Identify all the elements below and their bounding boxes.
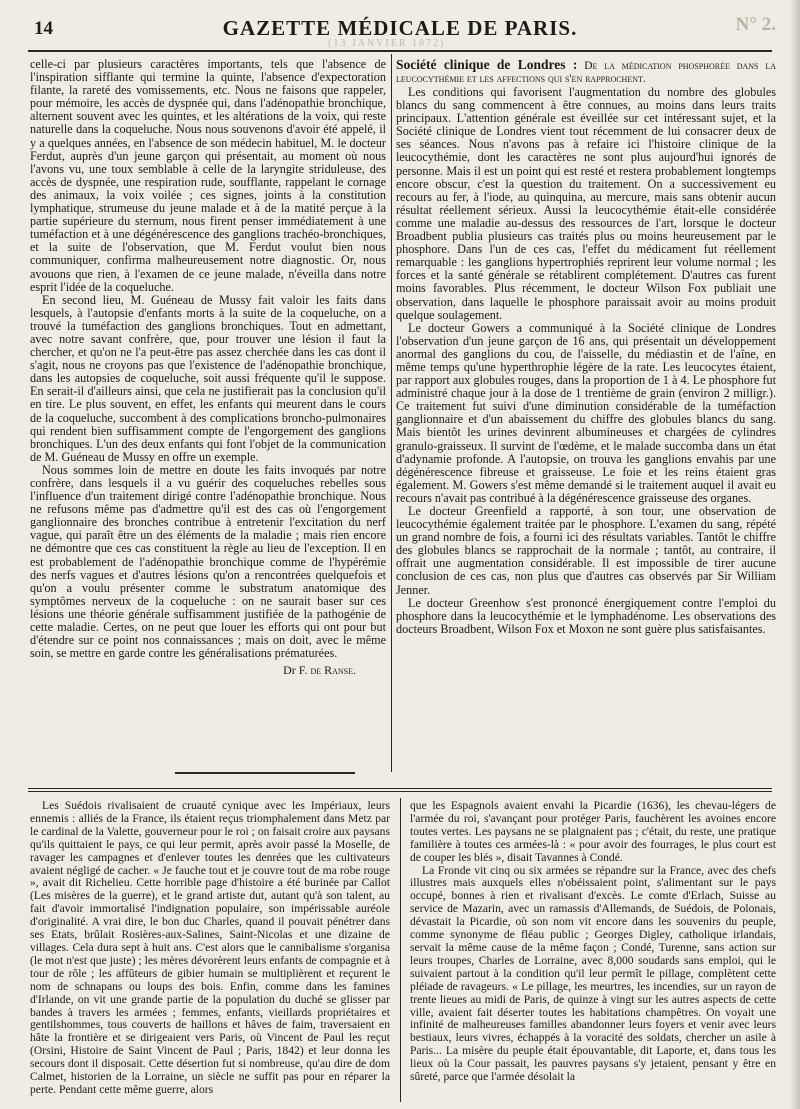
- header-rule: [28, 50, 772, 52]
- signature-prefix: Dr F.: [283, 663, 311, 678]
- society-heading: [396, 58, 776, 86]
- society-subject: De la médication phosphorée dans la leucocythémie et les affections qui s'en rapprochent.: [396, 60, 776, 85]
- page-edge-shadow: [790, 0, 800, 1109]
- society-name: Société clinique de Londres :: [396, 57, 578, 72]
- show-through-number: N° 2.: [735, 14, 776, 35]
- right-paragraph: Le docteur Gowers a communiqué à la Société clinique de Londres l'observation d'un jeune garçon de 16 ans, qui présentait un développement anormal des ganglions du cou, de l'aisselle, du médiastin et de l'aîne, en même temps qu'une hyperthrophie légère de la rate. Les leucocytes étaient, par rapport aux globules rouges, dans la proportion de 1 à 4. Le phosphore fut administré chaque jour à la dose de 1 trentième de grain (environ 2 milligr.). Ce traitement fut suivi d'une diminution considérable de la tuméfaction ganglionnaire et d'un abaissement du chiffre des globules blancs du sang. Mais bientôt les urines devinrent albumineuses et chargées de cylindres granulo-graisseux. Il survint de l'œdème, et le malade succomba dans un état d'adynamie profonde. A l'autopsie, on trouva les ganglions envahis par une dégénérescence fibreuse et graisseuse. Le foie et les reins étaient gras également. M. Gowers s'est même demandé si le traitement auquel il avait eu recours n'avait pas contribué à la dégénérescence graisseuse des organes.: [396, 320, 776, 505]
- feuilleton-paragraph: La Fronde vit cinq ou six armées se répandre sur la France, avec des chefs illustres mais auxquels elles n'obéissaient point, s'alimentant sur le pays occupé, bonnes à rien et rivalisant d'excès. Le comte d'Erlach, Suisse au service de Mazarin, avec un ramassis d'Allemands, de Suédois, de Polonais, dévastait la Picardie, où son nom vit encore dans les souvenirs du peuple, comme synonyme de fléau public ; Georges Digley, catholique irlandais, servait la même cause de la même façon ; Condé, Turenne, sans action sur leurs troupes, Charles de Lorraine, avec 8,000 soudards sans emploi, qui le suivaient partout à la condition qu'il leur permît le pillage, complètent cette pléiade de ravageurs. « Le pillage, les meurtres, les incendies, sur un rayon de trente lieues au midi de Paris, de quinze à vingt sur les autres aspects de cette ville, avaient fait déserter toutes les habitations champêtres. On voyait une infinité de malheureuses familles abandonner leurs foyers et venir avec leurs bestiaux, leurs vivres, échappés à la voracité des soldats, chercher un asile à Paris... La misère du peuple était épouvantable, dit Laporte, et, dans tous les lieux où la Cour passait, les pauvres paysans s'y jetaient, pensant y être en sûreté, parce que l'armée désolait la: [410, 863, 776, 1084]
- signature: [30, 664, 386, 677]
- feuilleton-rule-double: [28, 791, 772, 792]
- feuilleton-paragraph: que les Espagnols avaient envahi la Picardie (1636), les chevau-légers de l'armée du roi, s'avançant pour protéger Paris, fauchèrent les avoines encore toutes vertes. Les paysans ne se plaignaient pas ; c'était, du reste, une pratique familière à toutes ces armées-là : « pour avoir des fourrages, le plus court est de couper les blés », disait Tavannes à Condé.: [410, 799, 776, 864]
- left-paragraph: celle-ci par plusieurs caractères importants, tels que l'absence de l'inspiration sifflante qui termine la quinte, l'absence d'expectoration filante, la rareté des vomissements, etc. Nous ne faisons que rappeler, pour mémoire, les accès de dyspnée qui, dans l'adénopathie bronchique, alternent souvent avec les quintes, et les altérations de la voix, qui reste naturelle dans la coqueluche. Nous nous souvenons d'avoir été appelé, il y a quelques années, en l'absence de son médecin habituel, M. le docteur Ferdut, auprès d'un jeune garçon qui présentait, au moment où nous l'avons vu, une toux semblable à celle de la laryngite striduleuse, des accès de dyspnée, une respiration rude, soufflante, rappelant le cornage des animaux, la voix voilée ; ces signes, joints à la constitution lymphatique, strumeuse du jeune malade et à de la matité perçue à la partie supérieure du sternum, nous firent penser immédiatement à une tuméfaction et à une dégénérescence des ganglions trachéo-bronchiques, et la suite de l'observation, que M. Ferdut voulut bien nous communiquer, confirma malheureusement notre diagnostic. Or, nous avouons que rien, à l'examen de ce jeune malade, n'éveilla dans notre esprit l'idée de la coqueluche.: [30, 57, 386, 294]
- right-paragraph: Les conditions qui favorisent l'augmentation du nombre des globules blancs du sang commencent à être connues, au moins dans leurs traits principaux. L'attention générale est éveillée sur cet intéressant sujet, et la Société clinique de Londres vient tout récemment de lui consacrer deux de ses séances. Nous n'avons pas à refaire ici l'histoire clinique de la leucocythémie, dont les caractères ne sont plus aujourd'hui ignorés de personne. Mais il est un point qui est resté et restera probablement longtemps encore obscur, c'est la question du traitement. On a successivement eu recours au fer, à l'iode, au quinquina, au mercure, mais sans obtenir aucun résultat réellement sérieux. Aussi la leucocythémie était-elle considérée comme une maladie au-dessus des ressources de l'art, lorsque le docteur Broadbent publia plusieurs cas traités plus ou moins heureusement par le phosphore. Dans l'un de ces cas, l'effet du médicament fut réellement remarquable : les ganglions hypertrophiés reprirent leur volume normal ; les forces et la santé générale se rétablirent complétement. D'autres cas furent moins favorables. Plus récemment, le docteur Wilson Fox publiait une observation, dans laquelle le phosphore paraissait avoir au moins produit quelque soulagement.: [396, 85, 776, 322]
- page-number: 14: [34, 18, 53, 39]
- show-through-date: (13 JANVIER 1872): [328, 38, 446, 49]
- left-column: [30, 58, 386, 677]
- feuilleton-right: [410, 800, 776, 1084]
- right-column: [396, 58, 776, 636]
- feuilleton-divider: [400, 798, 401, 1102]
- journal-title: GAZETTE MÉDICALE DE PARIS.: [222, 16, 578, 40]
- page-header: [28, 12, 776, 49]
- feuilleton-paragraph: Les Suédois rivalisaient de cruauté cynique avec les Impériaux, leurs ennemis : alliés de la France, ils étaient reçus triomphalement dans Metz par le cardinal de la Valette, gouverneur pour le roi ; on faisait croire aux paysans qu'ils quittaient le pays, ce qui leur permit, après avoir passé la Moselle, de ravager les campagnes et d'enlever toutes les denrées que les cultivateurs avaient négligé de cacher. « Je fauche tout et je couvre tout de ma robe rouge », avait dit Richelieu. Cette horrible page d'histoire a été burinée par Callot (Les misères de la guerre), et le grand artiste dut, autant qu'à son talent, au fait d'avoir immortalisé l'indignation populaire, son impérissable auréole d'originalité. A vrai dire, le bon duc Charles, quand il pouvait pénétrer dans ses Etats, brûlait Rosières-aux-Salines, Saint-Nicolas et une dizaine de villages. Cela dura sept à huit ans. C'est alors que le cannibalisme s'organisa (le mot n'est que juste) ; les mères dévorèrent leurs enfants de compagnie et à tour de rôle ; les affûteurs de gibier humain se multiplièrent et reçurent le nom de schnapans ou loups des bois. Enfin, comme dans les famines d'Irlande, on vit une grande partie de la population du duché se glisser par bandes à travers les armées ; femmes, enfants, vieillards propriétaires et gentilshommes, tous couverts de haillons et hâves de faim, traversaient en hâte la frontière et se dirigeaient vers Paris, où Vincent de Paul les reçut (Orsini, Histoire de Saint Vincent de Paul ; Paris, 1842) et leur donna les secours dont il disposait. Cette désertion fut si nombreuse, qu'au dire de dom Calmet, historien de la Lorraine, un siècle ne suffit pas pour en réparer la perte. Pendant cette même guerre, alors: [30, 799, 390, 1096]
- article-end-rule: [175, 772, 355, 774]
- feuilleton-rule: [28, 788, 772, 789]
- left-paragraph: En second lieu, M. Guéneau de Mussy fait valoir les faits dans lesquels, à l'autopsie d'enfants morts à la suite de la coqueluche, on a trouvé la tuméfaction des ganglions bronchiques. Tout en admettant, avec notre savant confrère, que, pour trouver une lésion il faut la chercher, et qu'on ne l'a peut-être pas assez cherchée dans les cas dont il s'agit, nous ne croyons pas que l'existence de l'adénopathie bronchique, dans les autopsies de coqueluche, soit aussi fréquente qu'il le suppose. En serait-il d'ailleurs ainsi, que cela ne justifierait pas la conclusion qu'il en tire. Le plus souvent, en effet, les enfants qui meurent dans le cours de la coqueluche, succombent à des complications broncho-pulmonaires qui rendent bien suffisamment compte de l'engorgement des ganglions bronchiques. L'un des deux enfants qui font l'objet de la communication de M. Guéneau de Mussy en offre un exemple.: [30, 292, 386, 464]
- signature-name: de Ranse.: [310, 663, 356, 678]
- column-divider: [391, 54, 392, 772]
- left-paragraph: Nous sommes loin de mettre en doute les faits invoqués par notre confrère, dans lesquels il a vu guérir des coqueluches rebelles sous l'influence d'un traitement dirigé contre l'adénopathie bronchique. Nous ne refusons même pas d'admettre qu'il est des cas où l'engorgement ganglionnaire des bronches contribue à entretenir l'excitation du nerf vague, qui paraît être un des éléments de la maladie ; mais rien encore ne démontre que ces cas constituent la règle au lieu de l'exception. Il en est probablement de l'adénopathie bronchique comme de l'hypérémie des nerfs vagues et d'autres lésions qu'on a rencontrées quelquefois et qu'on a voulu présenter comme le substratum anatomique des symptômes nerveux de la coqueluche : on ne saurait baser sur ces lésions une théorie générale suffisamment justifiée de la pathogénie de cette maladie. Certes, on ne peut que louer les efforts qui ont pour but d'étendre sur ce point nos connaissances ; mais on doit, avec le même soin, se mettre en garde contre les généralisations prématurées.: [30, 462, 386, 661]
- feuilleton-left: [30, 800, 390, 1097]
- right-paragraph: Le docteur Greenhow s'est prononcé énergiquement contre l'emploi du phosphore dans la leucocythémie et le lymphadénome. Les observations des docteurs Broadbent, Wilson Fox et Moxon ne sont guère plus satisfaisantes.: [396, 595, 776, 636]
- right-paragraph: Le docteur Greenfield a rapporté, à son tour, une observation de leucocythémie également traitée par le phosphore. L'examen du sang, répété un grand nombre de fois, a fourni ici des résultats variables. Tantôt le chiffre des globules blancs se rapprochait de la normale ; tantôt, au contraire, il offrait une augmentation considérable. Il est impossible de tirer aucune conclusion de ces cas, non plus que d'autres cas observés par Sir William Jenner.: [396, 504, 776, 597]
